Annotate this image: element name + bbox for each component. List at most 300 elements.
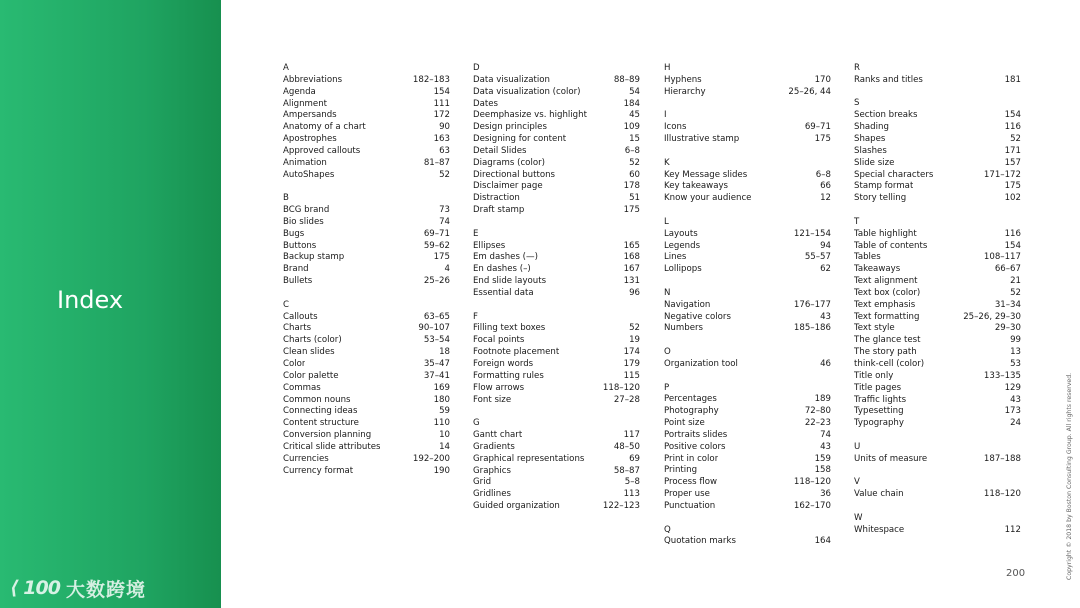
index-entry	[664, 501, 831, 513]
index-entry	[854, 75, 1021, 87]
index-entry	[473, 205, 640, 217]
index-pages: 18	[439, 347, 450, 358]
index-pages: 192–200	[412, 453, 450, 464]
index-term: Deemphasize vs. highlight	[473, 110, 587, 121]
index-entry	[854, 335, 1021, 347]
index-term: Flow arrows	[473, 382, 525, 393]
index-letter-heading: P	[664, 382, 670, 393]
index-pages: 22–23	[804, 418, 831, 429]
index-pages: 36	[820, 489, 831, 500]
index-term: Ranks and titles	[854, 74, 923, 85]
index-entry	[283, 229, 450, 241]
index-pages: 181	[1004, 74, 1021, 85]
index-term: Units of measure	[854, 453, 928, 464]
index-pages: 118–120	[602, 382, 640, 393]
index-term: Charts	[283, 323, 312, 334]
index-letter-heading: V	[854, 477, 860, 488]
index-group	[664, 110, 831, 146]
index-term: Draft stamp	[473, 205, 525, 216]
index-pages: 122–123	[602, 501, 640, 512]
index-entry	[473, 288, 640, 300]
index-term: Slide size	[854, 157, 895, 168]
index-column-2	[473, 63, 640, 525]
index-entry	[664, 193, 831, 205]
index-entry	[854, 264, 1021, 276]
index-pages: 190	[433, 465, 450, 476]
index-entry	[473, 134, 640, 146]
index-group	[664, 63, 831, 99]
index-term: Lollipops	[664, 264, 702, 275]
index-pages: 4	[444, 264, 450, 275]
index-entry	[664, 229, 831, 241]
index-entry	[473, 75, 640, 87]
index-entry	[664, 454, 831, 466]
index-entry	[473, 110, 640, 122]
index-pages: 184	[623, 98, 640, 109]
index-term: Critical slide attributes	[283, 441, 381, 452]
index-entry	[664, 418, 831, 430]
index-column-1	[283, 63, 450, 489]
index-pages: 12	[820, 193, 831, 204]
index-term: Know your audience	[664, 193, 752, 204]
index-entry	[283, 134, 450, 146]
index-entry	[283, 217, 450, 229]
index-term: Diagrams (color)	[473, 157, 545, 168]
index-pages: 25–26, 44	[788, 86, 831, 97]
index-term: Alignment	[283, 98, 328, 109]
index-letter-heading: F	[473, 311, 478, 322]
index-term: The story path	[854, 347, 917, 358]
index-term: En dashes (–)	[473, 264, 531, 275]
index-entry	[283, 276, 450, 288]
index-entry	[283, 383, 450, 395]
index-term: Directional buttons	[473, 169, 556, 180]
index-entry	[473, 252, 640, 264]
index-entry	[664, 122, 831, 134]
logo-mark: ⟨ 100	[10, 577, 60, 599]
index-entry	[664, 312, 831, 324]
index-entry	[283, 454, 450, 466]
index-group	[854, 477, 1021, 501]
index-pages: 133–135	[983, 370, 1021, 381]
index-term: Guided organization	[473, 501, 560, 512]
index-entry	[473, 430, 640, 442]
index-letter-heading: U	[854, 441, 861, 452]
index-entry	[664, 394, 831, 406]
index-term: Portraits slides	[664, 429, 728, 440]
index-term: Anatomy of a chart	[283, 122, 366, 133]
copyright-notice: Copyright © 2018 by Boston Consulting Group. All rights reserved.	[1066, 372, 1073, 580]
index-entry	[283, 359, 450, 371]
index-term: Clean slides	[283, 347, 335, 358]
index-pages: 173	[1004, 406, 1021, 417]
index-group	[664, 525, 831, 549]
index-pages: 110	[433, 418, 450, 429]
index-pages: 179	[623, 359, 640, 369]
index-term: Focal points	[473, 335, 525, 346]
index-entry	[664, 406, 831, 418]
index-entry	[473, 335, 640, 347]
index-pages: 25–26, 29–30	[963, 311, 1021, 322]
index-term: Hierarchy	[664, 86, 706, 97]
index-term: Buttons	[283, 240, 317, 251]
index-term: Agenda	[283, 86, 316, 97]
index-pages: 159	[814, 453, 831, 464]
index-pages: 129	[1004, 382, 1021, 393]
index-entry	[283, 371, 450, 383]
index-pages: 164	[814, 536, 831, 547]
index-pages: 90	[439, 122, 450, 133]
index-term: Typography	[854, 418, 904, 429]
index-pages: 121–154	[793, 228, 831, 239]
index-pages: 154	[1004, 240, 1021, 251]
index-term: Gradients	[473, 441, 515, 452]
index-pages: 43	[1010, 394, 1021, 405]
index-entry	[283, 395, 450, 407]
index-term: Navigation	[664, 299, 711, 310]
index-pages: 182–183	[412, 74, 450, 85]
index-entry	[283, 110, 450, 122]
index-entry	[473, 323, 640, 335]
index-pages: 6–8	[624, 145, 640, 156]
index-entry	[283, 158, 450, 170]
index-entry	[854, 454, 1021, 466]
index-pages: 5–8	[624, 477, 640, 488]
index-pages: 52	[439, 169, 450, 180]
index-entry	[664, 477, 831, 489]
index-term: Text style	[854, 323, 895, 334]
index-pages: 25–26	[423, 276, 450, 287]
index-term: Backup stamp	[283, 252, 345, 263]
index-letter-heading: S	[854, 98, 860, 109]
index-letter-heading: D	[473, 63, 480, 73]
index-entry	[473, 371, 640, 383]
index-entry	[664, 465, 831, 477]
index-pages: 170	[814, 74, 831, 85]
index-letter-heading: H	[664, 63, 671, 73]
index-pages: 43	[820, 311, 831, 322]
index-term: Common nouns	[283, 394, 351, 405]
index-entry	[854, 347, 1021, 359]
index-entry	[283, 241, 450, 253]
index-pages: 51	[629, 193, 640, 204]
index-term: Whitespace	[854, 524, 905, 535]
index-pages: 94	[820, 240, 831, 251]
index-term: Content structure	[283, 418, 359, 429]
index-pages: 46	[820, 358, 831, 369]
index-pages: 169	[433, 382, 450, 393]
index-term: Negative colors	[664, 311, 731, 322]
index-letter-heading: G	[473, 418, 480, 429]
index-term: Text alignment	[854, 276, 918, 287]
index-pages: 66–67	[994, 264, 1021, 275]
index-pages: 162–170	[793, 500, 831, 511]
index-term: Icons	[664, 122, 687, 133]
index-letter-heading: E	[473, 228, 479, 239]
index-entry	[473, 181, 640, 193]
index-term: Special characters	[854, 169, 934, 180]
index-pages: 157	[1004, 157, 1021, 168]
index-column-4	[854, 63, 1021, 548]
index-group	[473, 229, 640, 300]
index-entry	[283, 347, 450, 359]
index-entry	[473, 264, 640, 276]
index-entry	[854, 170, 1021, 182]
index-pages: 72–80	[804, 406, 831, 417]
index-entry	[473, 477, 640, 489]
index-pages: 111	[433, 98, 450, 109]
index-term: Foreign words	[473, 359, 534, 369]
index-term: The glance test	[854, 335, 921, 346]
index-pages: 52	[629, 157, 640, 168]
index-term: Shading	[854, 122, 889, 133]
index-term: Animation	[283, 157, 327, 168]
index-pages: 66	[820, 181, 831, 192]
index-pages: 168	[623, 252, 640, 263]
index-group	[283, 63, 450, 181]
index-term: Apostrophes	[283, 134, 337, 145]
index-entry	[854, 146, 1021, 158]
index-term: Data visualization	[473, 74, 550, 85]
index-group	[664, 217, 831, 276]
index-pages: 21	[1010, 276, 1021, 287]
index-pages: 69–71	[423, 228, 450, 239]
index-entry	[854, 181, 1021, 193]
index-pages: 29–30	[994, 323, 1021, 334]
index-pages: 90–107	[418, 323, 450, 334]
index-term: Gridlines	[473, 489, 512, 500]
index-letter-heading: T	[854, 216, 860, 227]
index-pages: 6–8	[815, 169, 831, 180]
index-pages: 175	[623, 205, 640, 216]
index-pages: 53–54	[423, 335, 450, 346]
index-pages: 180	[433, 394, 450, 405]
index-pages: 118–120	[793, 477, 831, 488]
index-entry	[854, 110, 1021, 122]
index-entry	[854, 252, 1021, 264]
index-entry	[473, 276, 640, 288]
index-pages: 96	[629, 287, 640, 298]
index-term: Process flow	[664, 477, 718, 488]
index-pages: 74	[820, 429, 831, 440]
index-entry	[473, 501, 640, 513]
index-pages: 69	[629, 453, 640, 464]
index-term: Charts (color)	[283, 335, 342, 346]
index-entry	[283, 442, 450, 454]
index-pages: 62	[820, 264, 831, 275]
index-pages: 158	[814, 465, 831, 476]
watermark-logo	[10, 575, 146, 601]
index-term: Percentages	[664, 394, 717, 405]
index-group	[473, 312, 640, 407]
index-entry	[283, 466, 450, 478]
index-term: Essential data	[473, 287, 534, 298]
index-pages: 167	[623, 264, 640, 275]
index-entry	[473, 122, 640, 134]
index-term: Abbreviations	[283, 74, 343, 85]
index-letter-heading: O	[664, 347, 671, 358]
index-entry	[283, 252, 450, 264]
index-group	[473, 418, 640, 513]
index-pages: 174	[623, 347, 640, 358]
index-entry	[664, 181, 831, 193]
index-entry	[283, 205, 450, 217]
page-title: Index	[57, 286, 124, 314]
sidebar	[0, 0, 221, 608]
index-term: Stamp format	[854, 181, 914, 192]
index-entry	[854, 241, 1021, 253]
index-term: Section breaks	[854, 110, 918, 121]
index-term: Detail Slides	[473, 145, 527, 156]
index-entry	[283, 430, 450, 442]
index-letter-heading: C	[283, 299, 290, 310]
index-pages: 189	[814, 394, 831, 405]
index-entry	[473, 395, 640, 407]
index-pages: 113	[623, 489, 640, 500]
index-entry	[854, 359, 1021, 371]
index-entry	[664, 134, 831, 146]
index-entry	[664, 241, 831, 253]
index-entry	[854, 288, 1021, 300]
index-pages: 175	[1004, 181, 1021, 192]
index-pages: 185–186	[793, 323, 831, 334]
index-term: Currencies	[283, 453, 329, 464]
index-entry	[664, 489, 831, 501]
index-pages: 171–172	[983, 169, 1021, 180]
index-pages: 19	[629, 335, 640, 346]
index-term: Distraction	[473, 193, 520, 204]
index-entry	[283, 170, 450, 182]
index-term: Hyphens	[664, 74, 702, 85]
index-pages: 45	[629, 110, 640, 121]
index-term: Callouts	[283, 311, 318, 322]
index-term: BCG brand	[283, 205, 330, 216]
index-pages: 131	[623, 276, 640, 287]
index-pages: 69–71	[804, 122, 831, 133]
index-entry	[473, 170, 640, 182]
index-entry	[283, 312, 450, 324]
index-term: Traffic lights	[854, 394, 907, 405]
index-pages: 43	[820, 441, 831, 452]
index-term: Key Message slides	[664, 169, 748, 180]
index-term: Text emphasis	[854, 299, 916, 310]
index-term: Title pages	[854, 382, 902, 393]
index-term: Legends	[664, 240, 701, 251]
index-entry	[854, 323, 1021, 335]
index-term: Table of contents	[854, 240, 928, 251]
index-pages: 37–41	[423, 370, 450, 381]
index-letter-heading: Q	[664, 524, 671, 535]
index-entry	[854, 134, 1021, 146]
index-term: Bullets	[283, 276, 313, 287]
index-group	[854, 513, 1021, 537]
index-term: Graphical representations	[473, 453, 585, 464]
index-term: Approved callouts	[283, 145, 361, 156]
index-term: Color palette	[283, 370, 339, 381]
index-pages: 109	[623, 122, 640, 133]
index-pages: 48–50	[613, 441, 640, 452]
index-pages: 115	[623, 370, 640, 381]
index-pages: 59	[439, 406, 450, 417]
index-entry	[664, 430, 831, 442]
index-entry	[473, 466, 640, 478]
index-entry	[473, 359, 640, 371]
index-pages: 178	[623, 181, 640, 192]
index-group	[664, 158, 831, 205]
index-term: Photography	[664, 406, 719, 417]
index-pages: 58–87	[613, 465, 640, 476]
index-entry	[473, 158, 640, 170]
index-term: Tables	[854, 252, 881, 263]
index-term: Punctuation	[664, 500, 716, 511]
index-entry	[664, 536, 831, 548]
index-entry	[283, 335, 450, 347]
index-entry	[854, 300, 1021, 312]
index-pages: 165	[623, 240, 640, 251]
page-number: 200	[1006, 568, 1026, 579]
index-entry	[854, 489, 1021, 501]
index-entry	[283, 418, 450, 430]
index-entry	[854, 383, 1021, 395]
index-pages: 118–120	[983, 489, 1021, 500]
index-pages: 55–57	[804, 252, 831, 263]
index-entry	[664, 442, 831, 454]
index-term: Graphics	[473, 465, 511, 476]
index-entry	[473, 193, 640, 205]
index-term: Print in color	[664, 453, 719, 464]
index-pages: 63–65	[423, 311, 450, 322]
index-term: AutoShapes	[283, 169, 335, 180]
index-term: Proper use	[664, 489, 710, 500]
index-pages: 35–47	[423, 359, 450, 369]
index-term: Color	[283, 359, 306, 369]
index-entry	[854, 193, 1021, 205]
index-group	[283, 193, 450, 288]
index-term: Text box (color)	[854, 287, 921, 298]
index-pages: 172	[433, 110, 450, 121]
index-term: Designing for content	[473, 134, 567, 145]
index-letter-heading: A	[283, 63, 289, 73]
index-group	[664, 347, 831, 371]
index-entry	[854, 406, 1021, 418]
index-pages: 187–188	[983, 453, 1021, 464]
index-pages: 14	[439, 441, 450, 452]
index-term: Ampersands	[283, 110, 337, 121]
index-term: Takeaways	[854, 264, 901, 275]
index-group	[283, 300, 450, 478]
index-term: Organization tool	[664, 358, 738, 369]
index-entry	[854, 276, 1021, 288]
index-term: Dates	[473, 98, 499, 109]
index-term: Em dashes (—)	[473, 252, 538, 263]
index-term: Gantt chart	[473, 430, 523, 441]
index-term: Slashes	[854, 145, 887, 156]
index-pages: 52	[629, 323, 640, 334]
index-entry	[664, 87, 831, 99]
index-term: Layouts	[664, 228, 698, 239]
index-term: Commas	[283, 382, 321, 393]
index-letter-heading: I	[664, 110, 667, 121]
index-letter-heading: L	[664, 216, 669, 227]
index-term: Ellipses	[473, 240, 506, 251]
index-group	[473, 63, 640, 217]
index-term: Conversion planning	[283, 430, 372, 441]
index-pages: 154	[433, 86, 450, 97]
index-entry	[283, 264, 450, 276]
index-pages: 81–87	[423, 157, 450, 168]
index-pages: 102	[1004, 193, 1021, 204]
index-term: Quotation marks	[664, 536, 736, 547]
